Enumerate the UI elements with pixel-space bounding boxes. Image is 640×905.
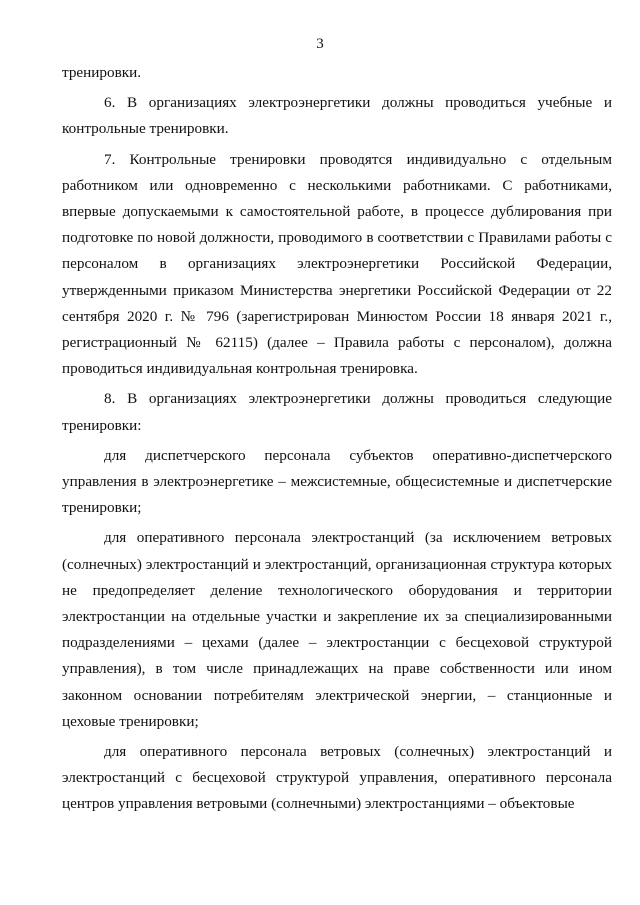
paragraph-item-6: 6. В организациях электроэнергетики должны проводиться учебные и контрольные тренировки.: [62, 94, 612, 138]
paragraph-wind-solar-personnel: для оперативного персонала ветровых (солнечных) электростанций и электростанций с бесцеховой структурой управления, оперативного персонала центров управления ветровыми (солнечными) электростанциями – объектовые: [62, 743, 612, 813]
paragraph-dispatch-personnel: для диспетчерского персонала субъектов оперативно-диспетчерского управления в электроэнергетике – межсистемные, общесистемные и диспетчерские тренировки;: [62, 446, 612, 517]
paragraph-continuation: тренировки.: [62, 64, 142, 81]
paragraph-item-7: 7. Контрольные тренировки проводятся индивидуально с отдельным работником или одновременно с несколькими работниками. С работниками, впервые допускаемыми к самостоятельной работе, в процессе дублирования при подготовке по новой должности, проводимого в соответствии с Правилами работы с персоналом в организациях электроэнергетики Российской Федерации, утвержденными приказом Министерства энергетики Российской Федерации от 22 сентября 2020 г. № 796 (зарегистрирован Минюстом России 18 января 2021 г., регистрационный № 62115) (далее – Правила работы с персоналом), должна проводиться индивидуальная контрольная тренировка.: [62, 150, 612, 378]
document-body: [62, 60, 612, 822]
page-number: 3: [316, 36, 324, 52]
paragraph-item-8: 8. В организациях электроэнергетики должны проводиться следующие тренировки:: [62, 390, 612, 434]
paragraph-power-plant-personnel: для оперативного персонала электростанций (за исключением ветровых (солнечных) электростанций и электростанций, организационная структура которых не предопределяет деление технологического оборудования и территории электростанции на отдельные участки и закрепление их за специализированными подразделениями – цехами (далее – электростанции с бесцеховой структурой управления), в том числе принадлежащих на праве собственности или ином законном основании потребителям электрической энергии, – станционные и цеховые тренировки;: [62, 529, 612, 730]
